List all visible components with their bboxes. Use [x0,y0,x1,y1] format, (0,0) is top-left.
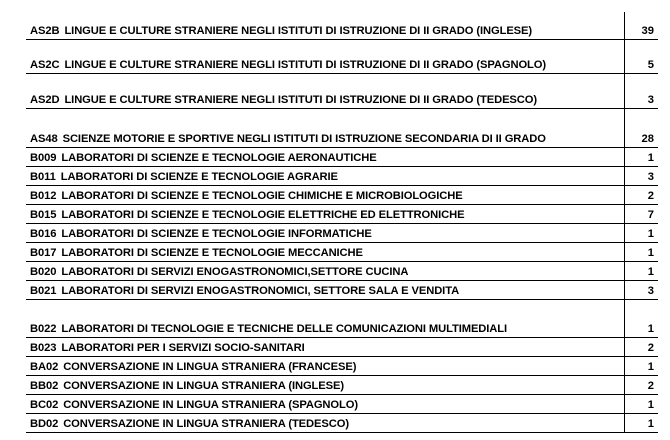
class-description: LABORATORI DI TECNOLOGIE E TECNICHE DELLE COMUNICAZIONI MULTIMEDIALI [61,323,508,335]
table-row [26,167,658,186]
table-row [26,186,658,205]
class-code: AS48 [30,133,58,145]
table-row [26,40,658,74]
count-value: 1 [647,418,654,430]
count-cell [624,281,658,299]
count-value: 2 [647,342,654,354]
class-code: B009 [30,152,57,164]
count-cell [624,74,658,108]
class-code: BB02 [30,380,59,392]
class-description: CONVERSAZIONE IN LINGUA STRANIERA (TEDESCO) [63,418,349,430]
count-cell [624,205,658,223]
class-code: BC02 [30,399,59,411]
table-row [26,338,658,357]
count-value: 5 [647,59,654,71]
class-description: LINGUE E CULTURE STRANIERE NEGLI ISTITUTI DI ISTRUZIONE DI II GRADO (INGLESE) [64,25,533,37]
row-description-cell [30,266,408,278]
class-code: B021 [30,285,57,297]
count-cell [624,262,658,280]
class-code: BD02 [30,418,59,430]
assignments-table [26,12,658,433]
count-value: 1 [647,247,654,259]
class-description: LABORATORI DI SCIENZE E TECNOLOGIE AGRARIE [60,171,338,183]
row-description-cell [30,190,463,202]
class-description: LABORATORI DI SERVIZI ENOGASTRONOMICI,SETTORE CUCINA [61,266,409,278]
class-description: LABORATORI DI SCIENZE E TECNOLOGIE AERONAUTICHE [61,152,377,164]
class-code: B011 [30,171,56,183]
count-value: 1 [647,361,654,373]
count-cell [624,300,658,337]
class-description: LABORATORI DI SCIENZE E TECNOLOGIE ELETTRICHE ED ELETTRONICHE [61,209,465,221]
count-cell [624,414,658,432]
count-cell [624,357,658,375]
class-description: LABORATORI DI SCIENZE E TECNOLOGIE MECCANICHE [61,247,363,259]
count-cell [624,243,658,261]
table-row [26,12,658,40]
table-row [26,243,658,262]
row-description-cell [30,285,459,297]
count-cell [624,395,658,413]
count-value: 7 [647,209,654,221]
table-row [26,109,658,148]
class-description: LABORATORI DI SERVIZI ENOGASTRONOMICI, SETTORE SALA E VENDITA [61,285,460,297]
class-code: AS2C [30,59,60,71]
class-code: B023 [30,342,57,354]
count-cell [624,12,658,39]
count-value: 3 [647,171,654,183]
row-description-cell [30,59,546,71]
row-description-cell [30,399,358,411]
table-row [26,414,658,433]
row-description-cell [30,25,532,37]
count-value: 1 [647,399,654,411]
count-value: 3 [647,285,654,297]
count-cell [624,148,658,166]
class-description: LINGUE E CULTURE STRANIERE NEGLI ISTITUTI DI ISTRUZIONE DI II GRADO (SPAGNOLO) [64,59,547,71]
row-description-cell [30,361,356,373]
class-description: LABORATORI DI SCIENZE E TECNOLOGIE CHIMICHE E MICROBIOLOGICHE [61,190,463,202]
count-value: 1 [647,266,654,278]
class-description: CONVERSAZIONE IN LINGUA STRANIERA (SPAGNOLO) [63,399,358,411]
count-value: 2 [647,380,654,392]
class-code: B022 [30,323,57,335]
count-value: 3 [647,94,654,106]
class-code: B015 [30,209,57,221]
table-row [26,262,658,281]
count-value: 39 [641,25,654,37]
count-value: 1 [647,228,654,240]
row-description-cell [30,418,349,430]
count-value: 2 [647,190,654,202]
row-description-cell [30,380,344,392]
class-description: LINGUE E CULTURE STRANIERE NEGLI ISTITUTI DI ISTRUZIONE DI II GRADO (TEDESCO) [64,94,537,106]
row-description-cell [30,342,305,354]
count-cell [624,338,658,356]
count-cell [624,109,658,147]
row-description-cell [30,228,372,240]
count-value: 28 [641,133,654,145]
row-description-cell [30,171,338,183]
row-description-cell [30,133,546,145]
count-cell [624,224,658,242]
table-row [26,376,658,395]
table-row [26,74,658,109]
class-code: AS2B [30,25,60,37]
table-row [26,205,658,224]
count-value: 1 [647,323,654,335]
table-row [26,395,658,414]
row-description-cell [30,94,537,106]
class-description: LABORATORI DI SCIENZE E TECNOLOGIE INFORMATICHE [61,228,372,240]
table-row [26,281,658,300]
row-description-cell [30,209,464,221]
table-row [26,357,658,376]
class-code: B012 [30,190,57,202]
class-description: CONVERSAZIONE IN LINGUA STRANIERA (INGLESE) [63,380,344,392]
table-row [26,300,658,338]
class-code: B020 [30,266,57,278]
table-row [26,148,658,167]
row-description-cell [30,323,507,335]
class-code: B016 [30,228,57,240]
count-cell [624,186,658,204]
row-description-cell [30,152,377,164]
row-description-cell [30,247,363,259]
count-cell [624,376,658,394]
class-code: AS2D [30,94,60,106]
class-code: B017 [30,247,57,259]
count-cell [624,40,658,73]
count-cell [624,167,658,185]
table-row [26,224,658,243]
class-code: BA02 [30,361,59,373]
class-description: LABORATORI PER I SERVIZI SOCIO-SANITARI [61,342,305,354]
class-description: CONVERSAZIONE IN LINGUA STRANIERA (FRANCESE) [63,361,357,373]
class-description: SCIENZE MOTORIE E SPORTIVE NEGLI ISTITUTI DI ISTRUZIONE SECONDARIA DI II GRADO [62,133,546,145]
count-value: 1 [647,152,654,164]
